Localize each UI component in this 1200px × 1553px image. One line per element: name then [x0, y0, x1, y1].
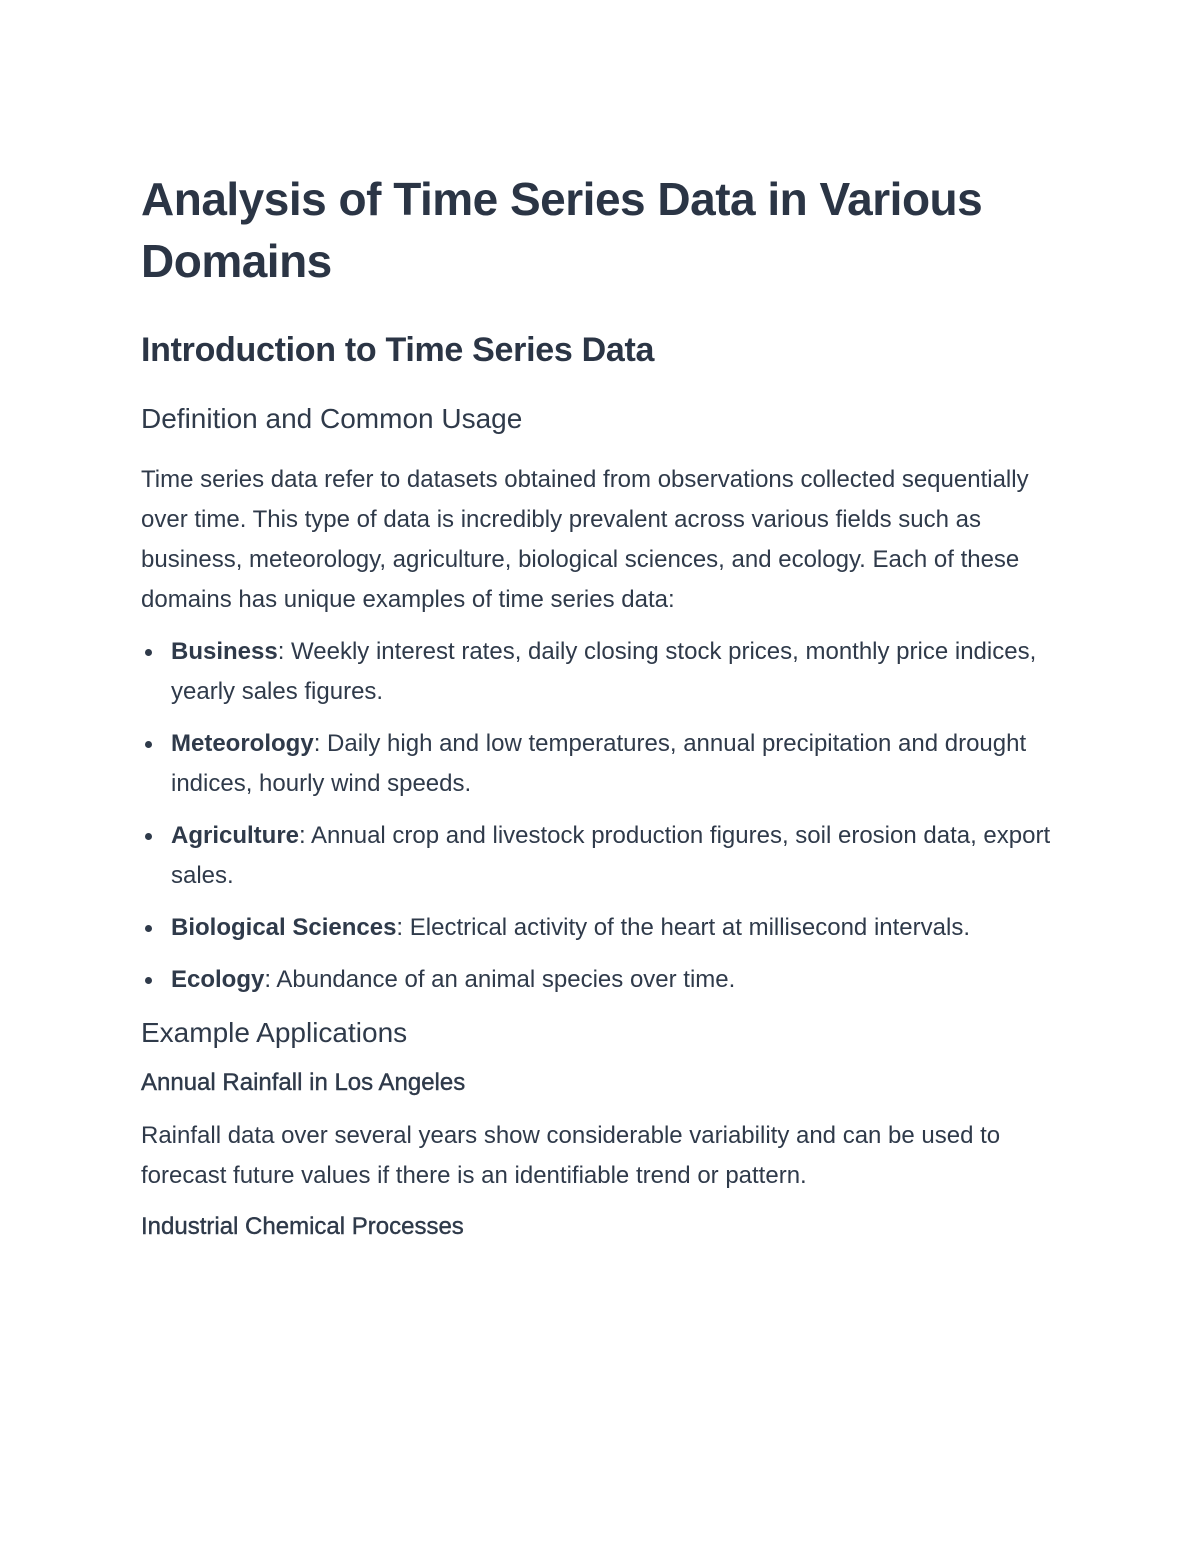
list-item: [141, 724, 1061, 804]
list-item-text: : Annual crop and livestock production figures, soil erosion data, export sales.: [171, 822, 1051, 889]
definition-paragraph: Time series data refer to datasets obtained from observations collected sequentially over time. This type of data is incredibly prevalent across various fields such as business, meteorology, agriculture, biological sciences, and ecology. Each of these domains has unique examples of time series data:: [141, 466, 1029, 613]
bullet-icon: [145, 741, 152, 748]
list-item: [141, 960, 1061, 1000]
domain-examples-list: [141, 632, 1061, 1000]
list-item-term: Business: [171, 638, 278, 665]
section-heading-introduction: Introduction to Time Series Data: [141, 331, 655, 369]
list-item-term: Biological Sciences: [171, 914, 397, 941]
bullet-icon: [145, 977, 152, 984]
bullet-icon: [145, 649, 152, 656]
rainfall-paragraph: Rainfall data over several years show considerable variability and can be used to forecast future values if there is an identifiable trend or pattern.: [141, 1122, 1001, 1189]
list-item: [141, 632, 1061, 712]
list-item-term: Meteorology: [171, 730, 314, 757]
list-item: [141, 816, 1061, 896]
bullet-icon: [145, 833, 152, 840]
list-item-text: : Electrical activity of the heart at millisecond intervals.: [396, 914, 970, 941]
document-page: [141, 168, 1061, 1244]
subheading-definition: Definition and Common Usage: [141, 403, 523, 434]
subsection-heading-rainfall: Annual Rainfall in Los Angeles: [141, 1069, 466, 1096]
list-item-text: : Weekly interest rates, daily closing stock prices, monthly price indices, yearly sales figures.: [171, 638, 1037, 705]
subheading-example-applications: Example Applications: [141, 1017, 408, 1048]
subsection-heading-chemical: Industrial Chemical Processes: [141, 1213, 464, 1240]
list-item-text: : Daily high and low temperatures, annual precipitation and drought indices, hourly wind speeds.: [171, 730, 1027, 797]
bullet-icon: [145, 925, 152, 932]
list-item-term: Ecology: [171, 966, 265, 993]
list-item: [141, 908, 1061, 948]
list-item-term: Agriculture: [171, 822, 300, 849]
list-item-text: : Abundance of an animal species over time.: [264, 966, 736, 993]
document-title: Analysis of Time Series Data in Various Domains: [141, 173, 983, 287]
